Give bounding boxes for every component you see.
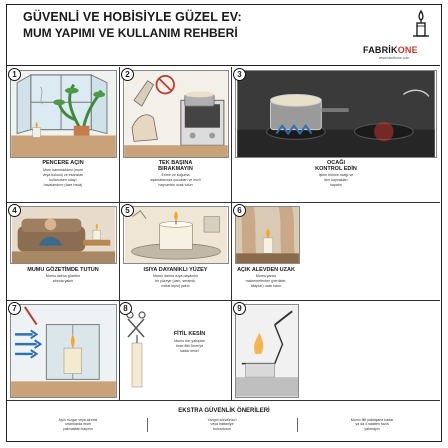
panel-8-line-1: Mumu her yakıştan bbox=[174, 339, 205, 343]
panel-1 bbox=[7, 67, 120, 203]
extra-tip-2-line-2: veya battaniye bbox=[210, 422, 234, 427]
panel-5-title: ISIYA DAYANIKLI YÜZEY bbox=[143, 267, 208, 273]
candle-tray-scene-illustration bbox=[123, 206, 229, 264]
panel-4-line-2: altında yakın bbox=[52, 279, 74, 283]
panel-6-line-3: kitaplar) uzak tutun bbox=[250, 284, 282, 288]
brand-text-part2: ONE bbox=[397, 45, 418, 55]
panel-3-line-2: tüm kaynakları bbox=[324, 178, 348, 182]
panel-5-line-3: metal tepsi) yakın bbox=[161, 284, 190, 288]
panel-2-line-1: Erime ve soğuma bbox=[161, 173, 190, 177]
brand-url: www.fabrikone.com bbox=[379, 56, 410, 60]
step-number-3: 3 bbox=[233, 68, 246, 81]
panel-3-line-3: kapatın bbox=[330, 183, 342, 187]
panel-1-line-3: kullanırken odayı bbox=[49, 178, 77, 182]
candle-logo-icon bbox=[409, 9, 433, 39]
title-line-2: MUM YAPIMI VE KULLANIM REHBERİ bbox=[23, 26, 238, 40]
panel-1-line-4: havalandırın (taze hava) bbox=[43, 183, 83, 187]
extra-tip-2-line-3: bulundurun bbox=[213, 426, 231, 431]
panel-6-title: AÇIK ALEVDEN UZAK bbox=[237, 267, 295, 273]
window-scene-illustration bbox=[10, 70, 117, 158]
panel-5-line-1: Mumu daima ısıya dayanıklı bbox=[153, 274, 198, 278]
extra-tip-3-line-2: ya da 4 saatten fazla bbox=[355, 422, 389, 427]
panel-2-title-line-2: BIRAKMAYIN bbox=[158, 166, 193, 172]
melting-pot-scene-illustration bbox=[123, 70, 229, 158]
extinguisher-scene-illustration bbox=[235, 304, 299, 398]
panel-3-title-line-1: OCAĞI bbox=[326, 160, 346, 166]
panel-4 bbox=[7, 203, 120, 301]
extra-tip-divider-2 bbox=[297, 418, 298, 432]
step-number-1: 1 bbox=[8, 68, 21, 81]
extra-tip-1 bbox=[13, 418, 143, 431]
panel-2-title-line-1: TEK BAŞINA bbox=[158, 160, 193, 166]
panel-1-line-2: veya kokulu) ve esansları bbox=[42, 173, 84, 177]
curtain-candle-scene-illustration bbox=[235, 206, 300, 264]
step-number-7: 7 bbox=[8, 302, 21, 315]
panel-8 bbox=[120, 301, 232, 401]
stove-scene-illustration bbox=[235, 70, 437, 158]
brand-logo bbox=[363, 45, 418, 55]
infographic-frame bbox=[6, 4, 442, 442]
ventilation-scene-illustration bbox=[10, 304, 117, 398]
step-number-5: 5 bbox=[121, 204, 134, 217]
extra-tip-3-line-3: yakmayın bbox=[364, 426, 380, 431]
header bbox=[7, 5, 440, 66]
panel-8-line-3: kadar kesin bbox=[180, 349, 199, 353]
step-number-4: 4 bbox=[8, 204, 21, 217]
panel-5 bbox=[120, 203, 232, 301]
step-number-2: 2 bbox=[121, 68, 134, 81]
panel-2-line-3: hayvanları uzak tutun bbox=[158, 183, 193, 187]
panel-6-line-2: malzemelerden (perdeler, bbox=[245, 279, 287, 283]
panel-9 bbox=[232, 301, 440, 401]
panel-7 bbox=[7, 301, 120, 401]
brand-text-part1: FABRİK bbox=[363, 45, 398, 55]
panel-4-title: MUMU GÖZETİMDE TUTUN bbox=[27, 267, 99, 273]
panel-6 bbox=[232, 203, 440, 301]
panel-1-title: PENCERE AÇIN bbox=[42, 160, 84, 166]
extra-tip-1-line-2: ortamlarda mum bbox=[64, 422, 92, 427]
title-line-1: GÜVENLİ VE HOBİSİYLE GÜZEL EV: bbox=[23, 10, 242, 24]
panel-5-line-2: bir yüzeye (cam, seramik, bbox=[155, 279, 196, 283]
panel-3 bbox=[232, 67, 440, 203]
panel-2-line-2: aşamalarında çocukları ve evcil bbox=[150, 178, 201, 182]
panel-3-title-line-2: KONTROL EDİN bbox=[315, 166, 357, 172]
extra-tip-3 bbox=[307, 418, 437, 431]
panel-8-line-2: önce fitili 5mm'ye bbox=[175, 344, 204, 348]
step-number-9: 9 bbox=[233, 302, 246, 315]
panel-1-line-1: Mum hammaddesi (mum bbox=[43, 168, 83, 172]
panel-6-line-1: Mumu yanıcı bbox=[255, 274, 277, 278]
panel-2 bbox=[120, 67, 232, 203]
step-number-6: 6 bbox=[233, 204, 246, 217]
extra-tip-1-line-3: yakmaktan kaçının bbox=[63, 426, 93, 431]
extra-tip-3-line-1: Mumu fitil yaklaşana kadar bbox=[350, 418, 394, 422]
extra-tip-2 bbox=[157, 418, 287, 431]
step-number-8: 8 bbox=[120, 302, 132, 315]
panel-8-title: FİTİL KESİN bbox=[173, 331, 206, 337]
panel-3-line-1: İşlem bitince ocağı ve bbox=[318, 173, 354, 177]
extra-safety-title: EKSTRA GÜVENLİK ÖNERİLERİ bbox=[178, 408, 270, 414]
panel-4-line-1: Mumu daima gözetim bbox=[45, 274, 81, 278]
sofa-scene-illustration bbox=[10, 206, 117, 264]
extra-tip-2-line-1: Yangın söndürücü bbox=[207, 418, 237, 422]
extra-tip-1-line-1: Aşırı rüzgar veya akıntılı bbox=[58, 418, 98, 422]
extra-tip-divider-1 bbox=[147, 418, 148, 432]
